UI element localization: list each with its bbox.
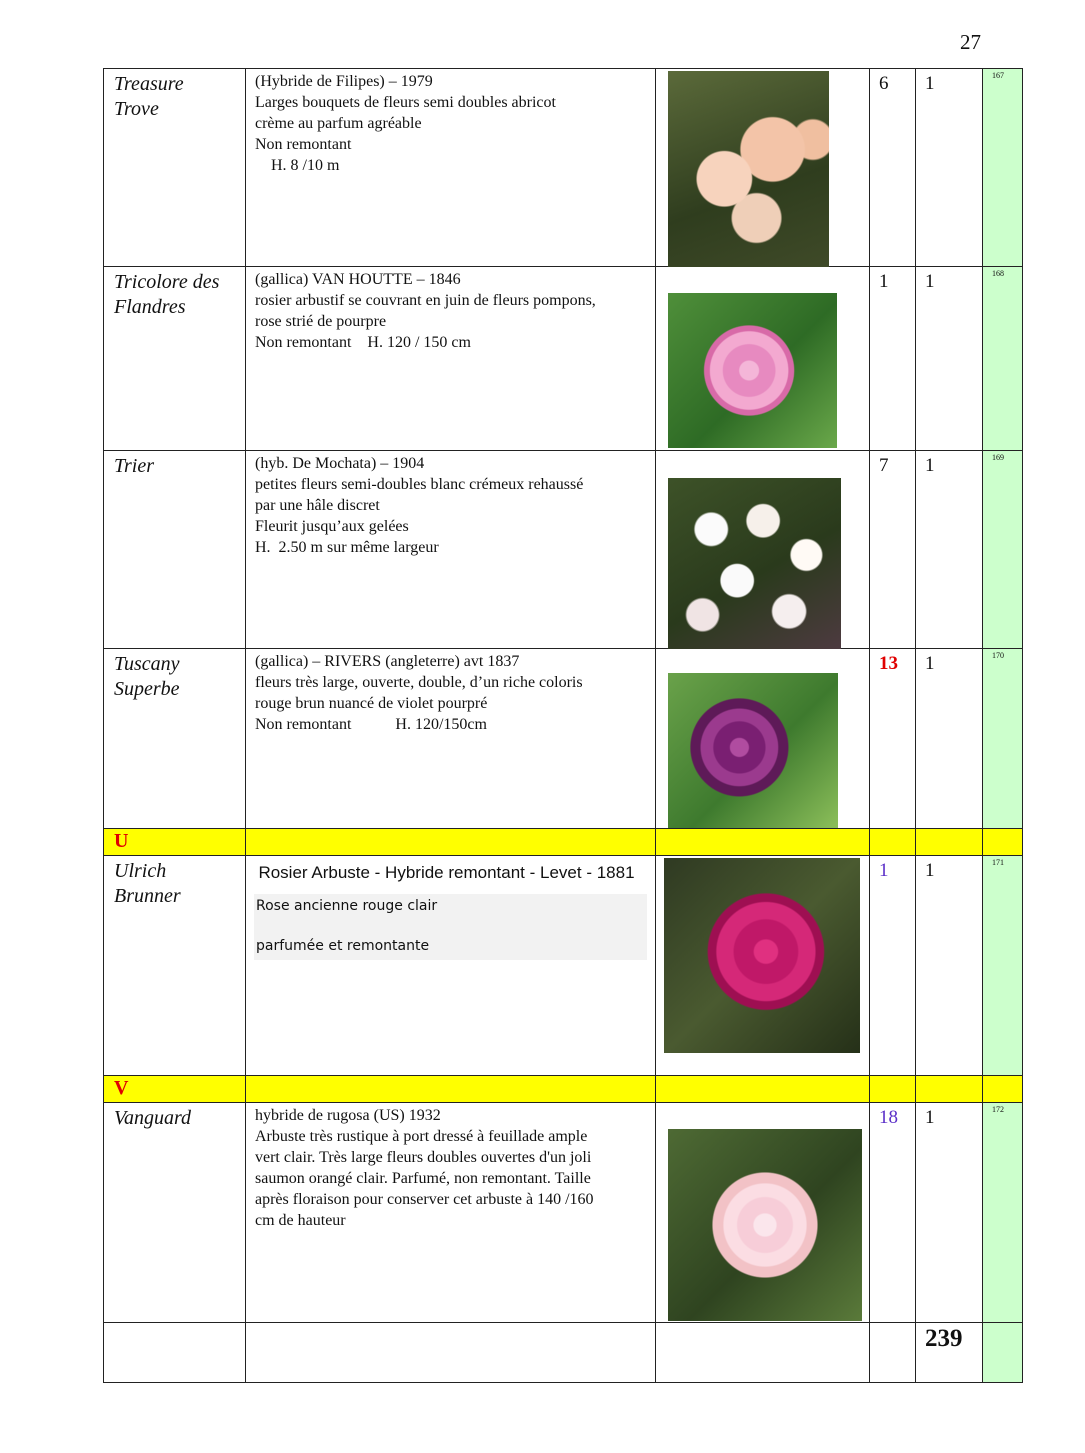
total-count: 239: [916, 1323, 983, 1383]
table-row: [104, 451, 1023, 649]
rose-photo-cell: [656, 649, 870, 829]
count: 1: [916, 649, 983, 829]
rose-photo-cell: [656, 451, 870, 649]
rose-description: (Hybride de Filipes) – 1979 Larges bouquets de fleurs semi doubles abricot crème au parfum agréable Non remontant H. 8 /10 m: [246, 69, 656, 267]
rose-description: (gallica) VAN HOUTTE – 1846 rosier arbustif se couvrant en juin de fleurs pompons, rose strié de pourpre Non remontant H. 120 / 150 cm: [246, 267, 656, 451]
quantity: 13: [870, 649, 916, 829]
reference-number: 169: [983, 451, 1023, 649]
rose-photo: [668, 1129, 862, 1321]
rose-photo-cell: [656, 1103, 870, 1323]
table-row: [104, 69, 1023, 267]
rose-name: Tricolore des Flandres: [104, 267, 246, 451]
count: 1: [916, 69, 983, 267]
rose-name: Vanguard: [104, 1103, 246, 1323]
count: 1: [916, 267, 983, 451]
rose-photo: [664, 858, 860, 1053]
count: 1: [916, 856, 983, 1076]
reference-number: 167: [983, 69, 1023, 267]
reference-number: 171: [983, 856, 1023, 1076]
page-number: 27: [960, 30, 981, 54]
rose-name: Treasure Trove: [104, 69, 246, 267]
table-row: [104, 649, 1023, 829]
rose-title: Rosier Arbuste - Hybride remontant - Levet - 1881: [258, 863, 635, 882]
total-row: [104, 1323, 1023, 1383]
rose-name: Trier: [104, 451, 246, 649]
reference-number: 168: [983, 267, 1023, 451]
section-header-v: [104, 1076, 1023, 1103]
rose-photo: [668, 71, 829, 267]
count: 1: [916, 1103, 983, 1323]
rose-note-box: Rose ancienne rouge clair parfumée et remontante: [254, 894, 647, 960]
rose-name: Tuscany Superbe: [104, 649, 246, 829]
rose-photo-cell: [656, 267, 870, 451]
count: 1: [916, 451, 983, 649]
rose-photo-cell: [656, 69, 870, 267]
rose-photo: [668, 673, 838, 828]
rose-description: [246, 856, 656, 1076]
quantity: 1: [870, 856, 916, 1076]
table-row: [104, 856, 1023, 1076]
table-row: [104, 1103, 1023, 1323]
rose-description: hybride de rugosa (US) 1932 Arbuste très rustique à port dressé à feuillade ample vert clair. Très large fleurs doubles ouvertes d'un joli saumon orangé clair. Parfumé, non remontant. Taille après floraison pour conserver cet arbuste à 140 /160 cm de hauteur: [246, 1103, 656, 1323]
rose-catalog-table: [103, 68, 1023, 1383]
section-letter: U: [104, 829, 246, 856]
rose-description: (hyb. De Mochata) – 1904 petites fleurs semi-doubles blanc crémeux rehaussé par une hâle discret Fleurit jusqu’aux gelées H. 2.50 m sur même largeur: [246, 451, 656, 649]
rose-photo: [668, 478, 841, 649]
table-row: [104, 267, 1023, 451]
reference-number: 170: [983, 649, 1023, 829]
quantity: 6: [870, 69, 916, 267]
reference-number: 172: [983, 1103, 1023, 1323]
rose-photo: [668, 293, 837, 448]
section-letter: V: [104, 1076, 246, 1103]
rose-description: (gallica) – RIVERS (angleterre) avt 1837 fleurs très large, ouverte, double, d’un riche coloris rouge brun nuancé de violet pourpré Non remontant H. 120/150cm: [246, 649, 656, 829]
quantity: 1: [870, 267, 916, 451]
rose-photo-cell: [656, 856, 870, 1076]
quantity: 18: [870, 1103, 916, 1323]
quantity: 7: [870, 451, 916, 649]
rose-name: Ulrich Brunner: [104, 856, 246, 1076]
section-header-u: [104, 829, 1023, 856]
